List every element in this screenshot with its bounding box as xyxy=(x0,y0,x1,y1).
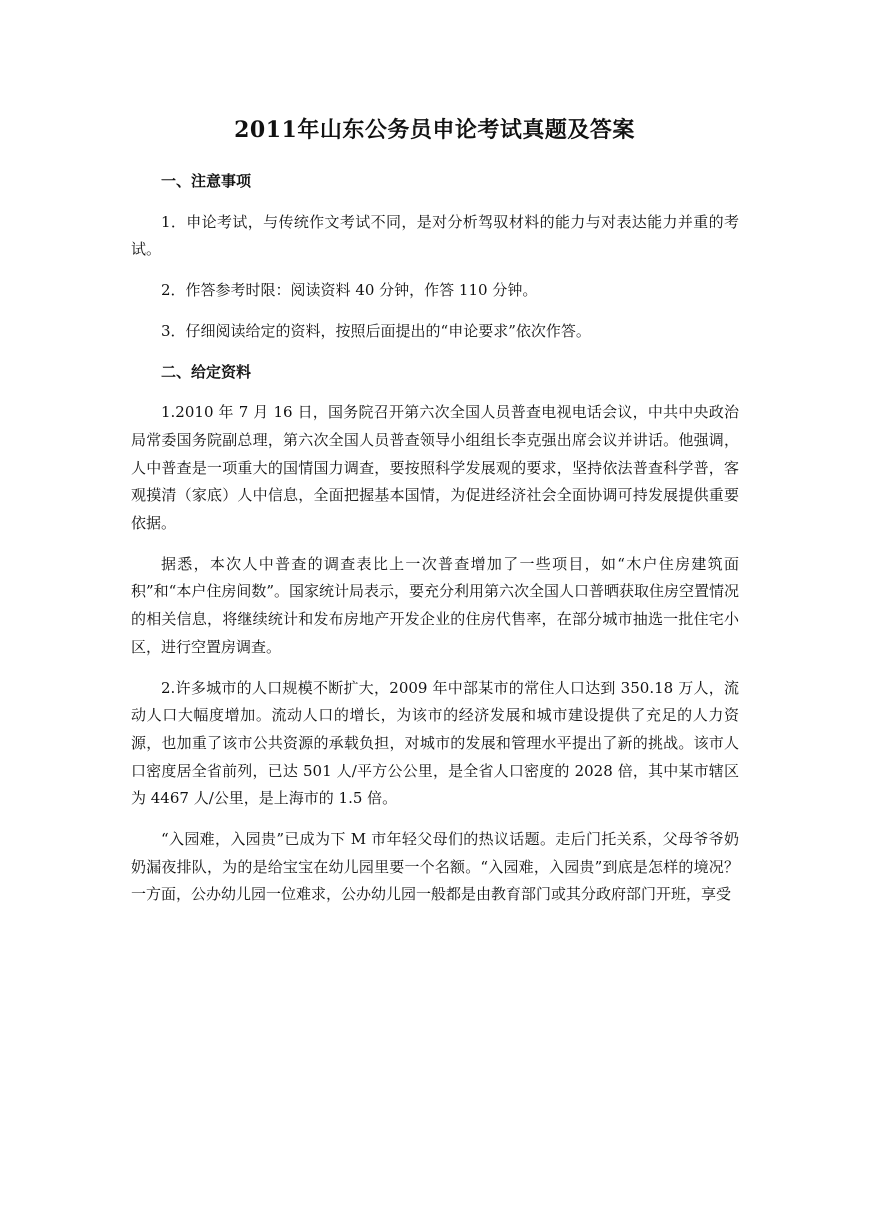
material-paragraph: 1.2010 年 7 月 16 日，国务院召开第六次全国人员普查电视电话会议，中共中央政治局常委国务院副总理，第六次全国人员普查领导小组组长李克强出席会议并讲话。他强调，人中普查是一项重大的国情国力调查，要按照科学发展观的要求，坚持依法普查科学普，客观摸清（家底）人中信息，全面把握基本国情，为促进经济社会全面协调可持发展提供重要依据。 xyxy=(131,403,739,533)
material-paragraph: 据悉，本次人中普查的调查表比上一次普查增加了一些项目，如“木户住房建筑面积”和“本户住房间数”。国家统计局表示，要充分利用第六次全国人口普晒获取住房空置情况的相关信息，将继续统计和发布房地产开发企业的住房代售率，在部分城市抽选一批住宅小区，进行空置房调查。 xyxy=(131,554,740,656)
material-paragraph: 2.许多城市的人口规模不断扩大，2009 年中部某市的常住人口达到 350.18 万人，流动人口大幅度增加。流动人口的增长，为该市的经济发展和城市建设提供了充足的人力资源，也加重了该市公共资源的承载负担，对城市的发展和管理水平提出了新的挑战。该市人口密度居全省前列，已达 501 人/平方公公里，是全省人口密度的 2028 倍，其中某市辖区 为 4467 人/公里，是上海市的 1.5 倍。 xyxy=(131,678,755,808)
note-paragraph: 3．仔细阅读给定的资料，按照后面提出的“申论要求”依次作答。 xyxy=(161,321,591,340)
section-heading-materials: 二、给定资料 xyxy=(161,362,252,381)
material-paragraph: “入园难，入园贵”已成为下 M 市年轻父母们的热议话题。走后门托关系，父母爷爷奶奶漏夜排队，为的是给宝宝在幼儿园里要一个名额。“入园难，入园贵”到底是怎样的境况？一方面，公办幼儿园一位难求，公办幼儿园一般都是由教育部门或其分政府部门开班，享受 xyxy=(131,830,739,904)
note-paragraph: 2．作答参考时限：阅读资料 40 分钟，作答 110 分钟。 xyxy=(161,281,538,300)
document-body xyxy=(131,168,755,922)
document-title: 2011年山东公务员申论考试真题及答案 xyxy=(234,117,635,143)
section-heading-notes: 一、注意事项 xyxy=(161,172,252,190)
note-paragraph: 1．申论考试，与传统作文考试不同，是对分析驾驭材料的能力与对表达能力并重的考试。 xyxy=(131,212,739,259)
